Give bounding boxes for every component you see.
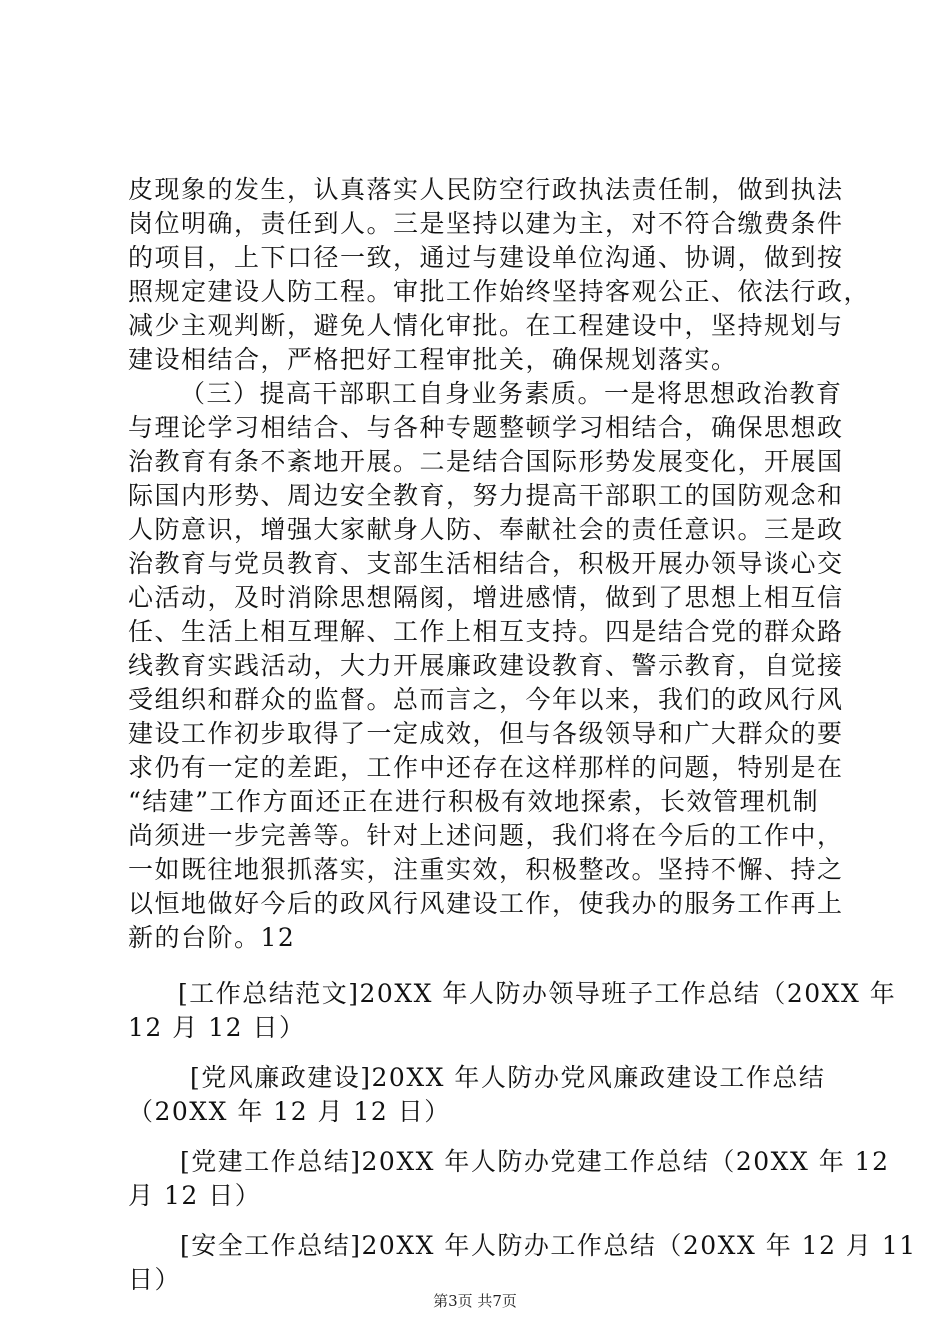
body-line: 治教育有条不紊地开展。二是结合国际形势发展变化，开展国 [128,447,844,476]
page-number-footer: 第3页 共7页 [433,1292,517,1310]
body-line: 与理论学习相结合、与各种专题整顿学习相结合，确保思想政 [128,413,844,442]
body-line: 心活动，及时消除思想隔阂，增进感情，做到了思想上相互信 [128,583,844,612]
related-article-link-cont[interactable]: 12 月 12 日） [128,1013,306,1042]
body-line: 减少主观判断，避免人情化审批。在工程建设中，坚持规划与 [128,311,844,340]
related-article-link[interactable]: [工作总结范文]20XX 年人防办领导班子工作总结（20XX 年 [178,979,897,1008]
body-line: 皮现象的发生，认真落实人民防空行政执法责任制，做到执法 [128,175,844,204]
body-line: 的项目，上下口径一致，通过与建设单位沟通、协调，做到按 [128,243,844,272]
related-article-link[interactable]: [安全工作总结]20XX 年人防办工作总结（20XX 年 12 月 11 [180,1231,917,1260]
related-article-link-cont[interactable]: （20XX 年 12 月 12 日） [128,1097,451,1126]
body-line: 人防意识，增强大家献身人防、奉献社会的责任意识。三是政 [128,515,844,544]
related-article-link-cont[interactable]: 月 12 日） [128,1181,262,1210]
related-article-link-cont[interactable]: 日） [128,1265,182,1294]
body-line: 岗位明确，责任到人。三是坚持以建为主，对不符合缴费条件 [128,209,844,238]
related-article-link[interactable]: [党建工作总结]20XX 年人防办党建工作总结（20XX 年 12 [180,1147,890,1176]
body-line: 照规定建设人防工程。审批工作始终坚持客观公正、依法行政， [128,277,871,306]
body-line: 以恒地做好今后的政风行风建设工作，使我办的服务工作再上 [128,889,844,918]
body-line: “结建”工作方面还正在进行积极有效地探索，长效管理机制 [128,787,820,816]
body-line: 际国内形势、周边安全教育，努力提高干部职工的国防观念和 [128,481,844,510]
body-line: 建设相结合，严格把好工程审批关，确保规划落实。 [128,345,738,374]
body-line: 一如既往地狠抓落实，注重实效，积极整改。坚持不懈、持之 [128,855,844,884]
body-line: 受组织和群众的监督。总而言之，今年以来，我们的政风行风 [128,685,844,714]
body-line: 治教育与党员教育、支部生活相结合，积极开展办领导谈心交 [128,549,844,578]
body-line: 求仍有一定的差距，工作中还存在这样那样的问题，特别是在 [128,753,844,782]
body-line: 建设工作初步取得了一定成效，但与各级领导和广大群众的要 [128,719,844,748]
section-heading-line: （三）提高干部职工自身业务素质。一是将思想政治教育 [180,379,843,408]
body-line: 尚须进一步完善等。针对上述问题，我们将在今后的工作中， [128,821,844,850]
body-line: 线教育实践活动，大力开展廉政建设教育、警示教育，自觉接 [128,651,844,680]
related-article-link[interactable]: [党风廉政建设]20XX 年人防办党风廉政建设工作总结 [190,1063,826,1092]
body-line: 任、生活上相互理解、工作上相互支持。四是结合党的群众路 [128,617,844,646]
body-line: 新的台阶。12 [128,923,296,952]
